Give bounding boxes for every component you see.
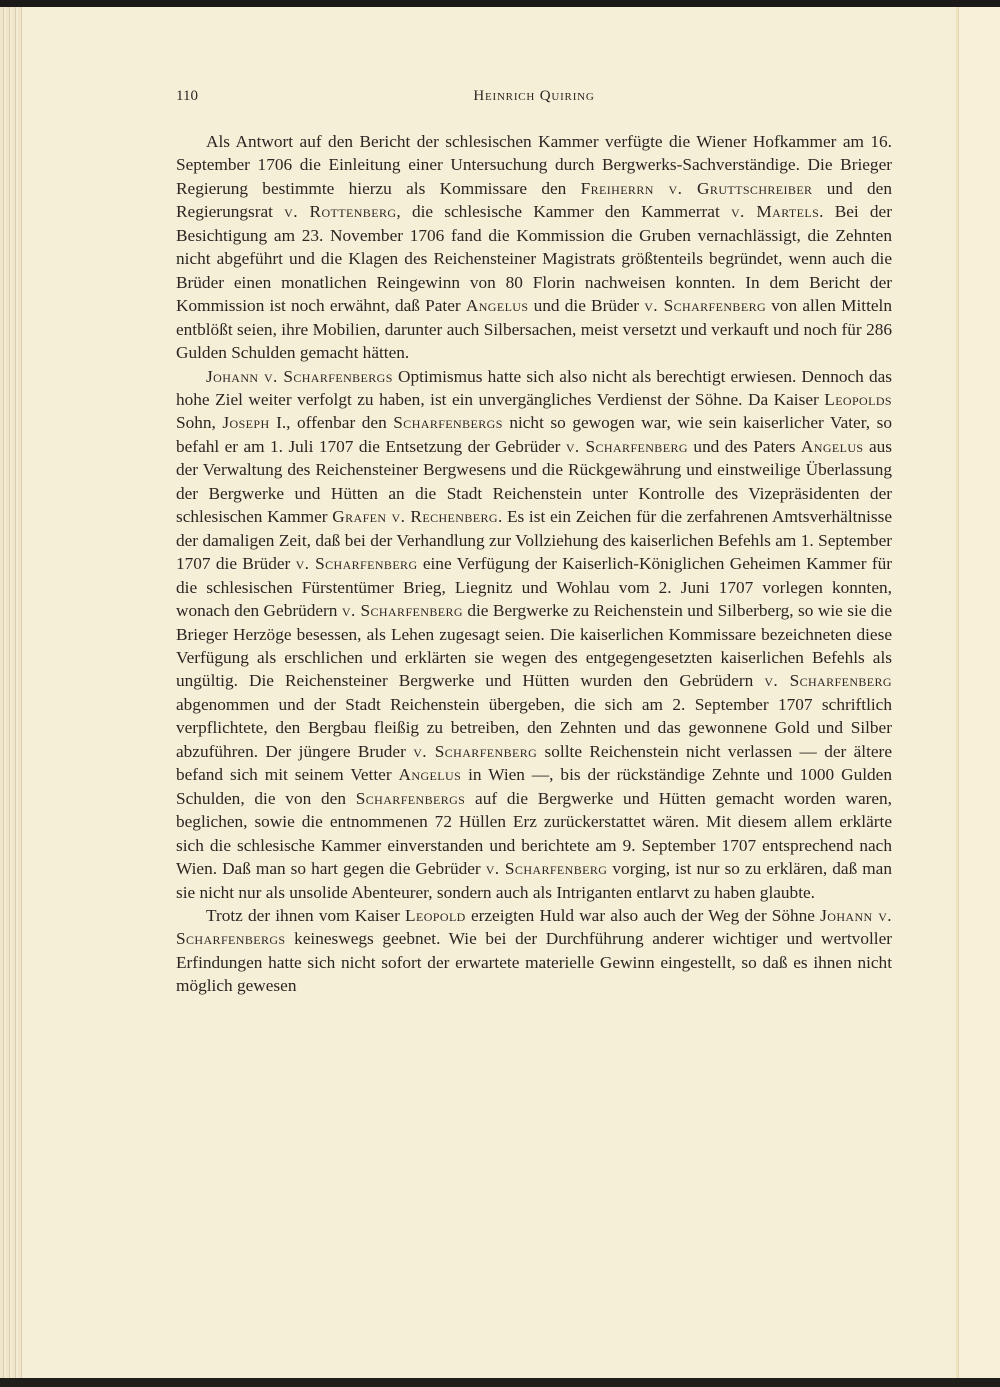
proper-name: v. Scharfenberg: [565, 436, 688, 456]
text-run: auf die Bergwerke und Hütten gemacht worden waren, beglichen, sowie die entnommenen 72 Hüllen Erz zurückerstattet wären. Mit diesem allem erklärte sich die schlesische Kammer einverstanden und berichtete am 9. September 1707 entsprechend nach Wien. Daß man so hart gegen die Gebrüder: [176, 788, 893, 879]
proper-name: Grafen v. Rechenberg: [332, 507, 498, 527]
text-run: die Bergwerke zu Reichenstein und Silberberg, so wie sie die Brieger Herzöge besessen, als Lehen zugesagt seien. Die kaiserlichen Kommissare bezeichneten diese Verfügung als erschlichen und erklärten sie wegen des entgegengesetzten kaiserlichen Befehls als ungültig. Die Reichensteiner Bergwerke und Hütten wurden den Gebrüdern: [176, 601, 892, 691]
text-run: Als Antwort auf den Bericht der schlesischen Kammer verfügte die Wiener Hofkammer am 16. September 1706 die Einleitung einer Untersuchung durch Bergwerks-Sachverständige. Die Brieger Regierung bestimmte hierzu als Kommissare den: [176, 132, 892, 198]
proper-name: v. Martels: [730, 202, 820, 222]
proper-name: Leopold: [405, 905, 466, 925]
text-run: I., offenbar den: [269, 413, 394, 433]
text-run: erzeigten Huld war also auch der Weg der Söhne: [465, 905, 821, 925]
proper-name: Freiherrn v. Gruttschreiber: [580, 178, 813, 198]
text-run: abgenommen und der Stadt Reichenstein übergeben, die sich am 2. September 1707 schriftlich verpflichtete, den Bergbau fleißig zu betreiben, den Zehnten und das gewonnene Gold und Silber abzuführen. Der jüngere Bruder: [176, 694, 892, 761]
scan-top-edge: [0, 0, 1000, 7]
book-page-stack-left: [0, 7, 22, 1378]
proper-name: Angelus: [398, 765, 462, 785]
text-run: in Wien —, bis der rückständige Zehnte und 1000 Gulden Schulden, die von den: [176, 765, 892, 808]
paragraph: [176, 365, 892, 904]
proper-name: Joseph: [222, 413, 270, 433]
proper-name: Angelus: [800, 436, 864, 456]
text-run: vorging, ist nur so zu erklären, daß man sie nicht nur als unsolide Abenteurer, sondern auch als Intriganten entlarvt zu haben glaubte.: [176, 859, 892, 902]
page-body: [176, 130, 892, 998]
paragraph: [176, 904, 892, 998]
proper-name: Johann v. Scharfenbergs: [206, 366, 393, 386]
page-number: 110: [176, 88, 198, 104]
text-run: und die Brüder: [528, 296, 645, 316]
proper-name: v. Scharfenberg: [644, 296, 767, 316]
running-title: Heinrich Quiring: [473, 88, 595, 104]
text-run: , die schlesische Kammer den Kammerrat: [396, 202, 731, 222]
proper-name: Angelus: [465, 296, 529, 316]
scan-bottom-edge: [0, 1378, 1000, 1387]
text-run: Optimismus hatte sich also nicht als berechtigt erwiesen. Dennoch das hohe Ziel weiter verfolgt zu haben, ist ein unvergängliches Verdienst der Söhne. Da Kaiser: [176, 366, 892, 409]
proper-name: v. Scharfenberg: [764, 671, 892, 691]
text-run: Sohn,: [176, 413, 223, 433]
text-run: aus der Verwaltung des Reichensteiner Bergwesens und die Rückgewährung und einstweilige Überlassung der Bergwerke und Hütten an die Stadt Reichenstein unter Kontrolle des Vizepräsidenten der schlesischen Kammer: [176, 436, 892, 527]
proper-name: Scharfenbergs: [355, 788, 466, 808]
proper-name: Scharfenbergs: [393, 413, 503, 433]
proper-name: v. Scharfenberg: [413, 741, 538, 761]
text-run: nicht so gewogen war, wie sein kaiserlicher Vater, so befahl er am 1. Juli 1707 die Entsetzung der Gebrüder: [176, 413, 893, 456]
text-run: . Bei der Besichtigung am 23. November 1706 fand die Kommission die Gruben vernachlässigt, die Zehnten nicht abgeführt und die Klagen des Reichensteiner Magistrats größtenteils begründet, wenn auch die Brüder einen monatlichen Reingewinn von 80 Florin nachweisen konnten. In dem Bericht der Kommission ist noch erwähnt, daß Pater: [176, 202, 892, 316]
text-run: und den Regierungsrat: [176, 178, 892, 222]
text-run: und des Paters: [687, 436, 801, 456]
proper-name: v. Rottenberg: [284, 202, 397, 222]
facing-page-edge: [958, 7, 1000, 1378]
proper-name: Leopolds: [824, 389, 892, 409]
text-run: Trotz der ihnen vom Kaiser: [206, 905, 406, 925]
proper-name: Johann v. Scharfenbergs: [176, 905, 892, 949]
text-run: . Es ist ein Zeichen für die zerfahrenen Amtsverhältnisse der damaligen Zeit, daß bei der Verhandlung zur Vollziehung des kaiserlichen Befehls am 1. September 1707 die Brüder: [176, 507, 893, 574]
proper-name: v. Scharfenberg: [485, 859, 608, 879]
proper-name: v. Scharfenberg: [295, 554, 418, 574]
text-run: eine Verfügung der Kaiserlich-Königlichen Geheimen Kammer für die schlesischen Fürstentümer Brieg, Liegnitz und Wohlau vom 2. Juni 1707 vorlegen konnten, wonach den Gebrüdern: [176, 554, 892, 621]
proper-name: v. Scharfenberg: [341, 601, 463, 621]
book-page: [176, 88, 892, 998]
paragraph: [176, 130, 892, 365]
text-run: von allen Mitteln entblößt seien, ihre Mobilien, darunter auch Silbersachen, meist versetzt und verkauft und noch für 286 Gulden Schulden gemacht hätten.: [176, 296, 892, 363]
text-run: sollte Reichenstein nicht verlassen — der ältere befand sich mit seinem Vetter: [176, 741, 892, 785]
text-run: keineswegs geebnet. Wie bei der Durchführung anderer wichtiger und wertvoller Erfindungen hatte sich nicht sofort der erwartete materielle Gewinn eingestellt, so daß es ihnen nicht möglich gewesen: [176, 929, 892, 996]
running-head: [176, 88, 892, 114]
